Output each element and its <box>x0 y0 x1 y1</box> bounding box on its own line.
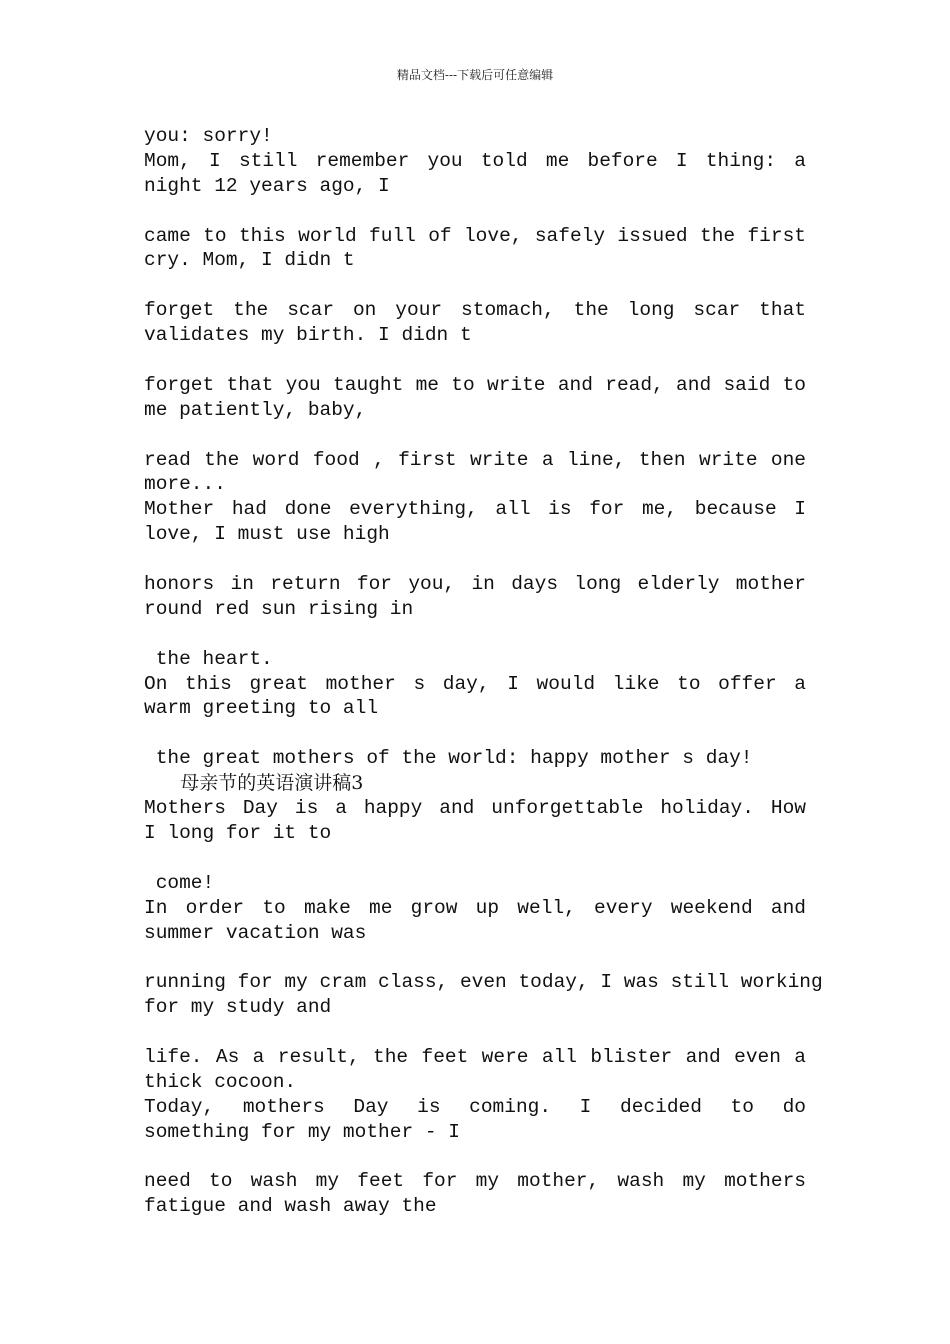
text-line: honors in return for you, in days long elderly mother <box>144 573 806 596</box>
blank-line <box>144 199 806 224</box>
text-line: came to this world full of love, safely issued the first <box>144 224 806 247</box>
blank-line <box>144 846 806 871</box>
text-line: something for my mother - I <box>144 1120 460 1143</box>
text-line: read the word food , first write a line, then write one <box>144 448 806 471</box>
text-line: the heart. <box>144 647 273 670</box>
text-line: summer vacation was <box>144 921 367 944</box>
blank-line <box>144 1020 806 1045</box>
text-line: night 12 years ago, I <box>144 174 390 197</box>
text-line: Mother had done everything, all is for me, because I <box>144 498 806 521</box>
text-line: Mom, I still remember you told me before I thing: a <box>144 149 806 172</box>
text-line: cry. Mom, I didn t <box>144 249 355 272</box>
blank-line <box>144 423 806 448</box>
blank-line <box>144 547 806 572</box>
text-line: round red sun rising in <box>144 597 414 620</box>
document-body <box>144 124 823 1219</box>
text-line: life. As a result, the feet were all blister and even a <box>144 1045 806 1068</box>
text-line: fatigue and wash away the <box>144 1195 437 1218</box>
text-line: On this great mother s day, I would like to offer a <box>144 672 806 695</box>
text-line: forget the scar on your stomach, the long scar that <box>144 299 806 322</box>
text-line: I long for it to <box>144 821 332 844</box>
text-line: the great mothers of the world: happy mother s day! <box>144 747 753 770</box>
text-line: Today, mothers Day is coming. I decided to do <box>144 1095 806 1118</box>
blank-line <box>144 721 806 746</box>
blank-line <box>144 622 806 647</box>
section-heading: 母亲节的英语演讲稿3 <box>144 772 364 795</box>
text-line: warm greeting to all <box>144 697 379 720</box>
blank-line <box>144 1145 806 1170</box>
text-line: more... <box>144 473 226 496</box>
blank-line <box>144 273 806 298</box>
text-line: Mothers Day is a happy and unforgettable holiday. How <box>144 797 806 820</box>
text-line: validates my birth. I didn t <box>144 324 472 347</box>
text-line: need to wash my feet for my mother, wash my mothers <box>144 1170 806 1193</box>
page-header: 精品文档---下载后可任意编辑 <box>396 68 554 82</box>
text-line: for my study and <box>144 996 332 1019</box>
text-line: forget that you taught me to write and read, and said to <box>144 373 806 396</box>
text-line: me patiently, baby, <box>144 398 367 421</box>
text-line: In order to make me grow up well, every weekend and <box>144 896 806 919</box>
text-line: running for my cram class, even today, I was still working <box>144 971 823 994</box>
blank-line <box>144 945 806 970</box>
text-line: you: sorry! <box>144 125 273 147</box>
text-line: thick cocoon. <box>144 1070 297 1093</box>
text-line: come! <box>144 871 215 894</box>
text-line: love, I must use high <box>144 523 390 546</box>
blank-line <box>144 348 806 373</box>
